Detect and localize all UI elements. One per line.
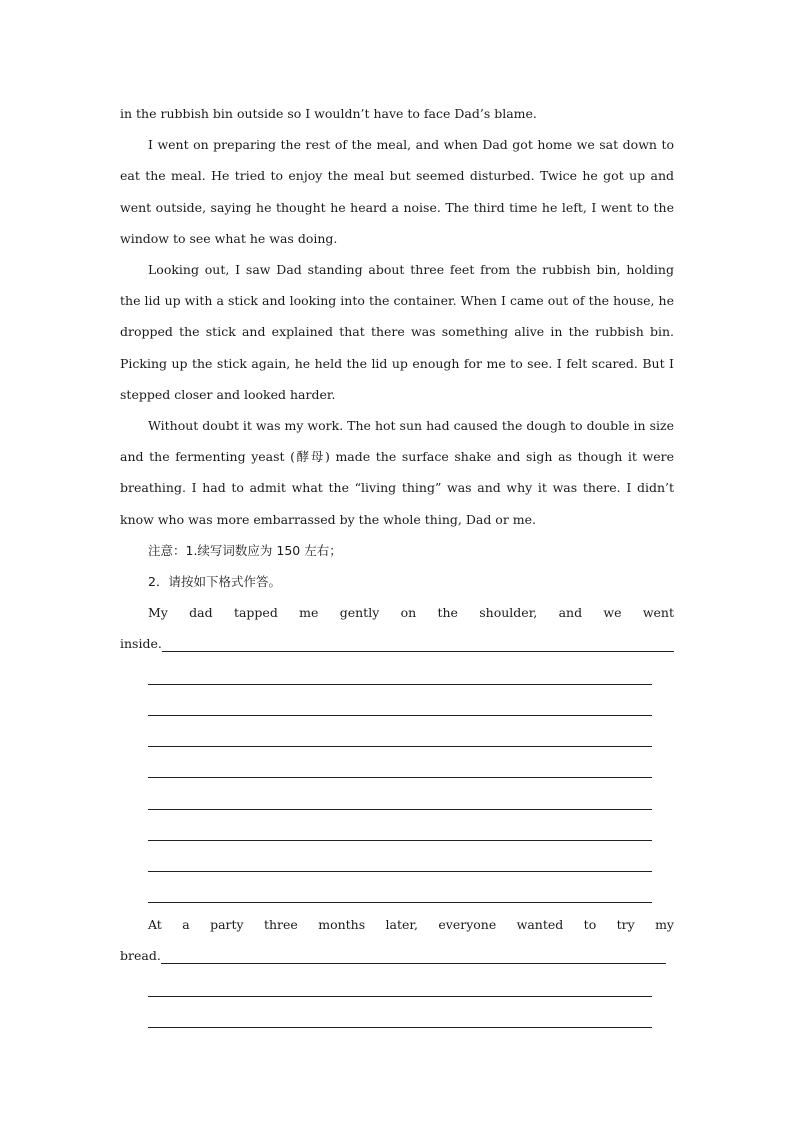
answer-line[interactable]	[162, 651, 674, 652]
answer-line-row[interactable]	[120, 784, 674, 815]
answer-line[interactable]	[148, 902, 652, 903]
prompt1-tail: inside.	[120, 636, 162, 652]
answer-line[interactable]	[148, 746, 652, 747]
answer-line[interactable]	[148, 777, 652, 778]
answer-line[interactable]	[148, 715, 652, 716]
answer-line-row[interactable]	[120, 847, 674, 878]
answer-line[interactable]	[161, 963, 666, 964]
answer-line-row[interactable]	[120, 691, 674, 722]
paragraph-opening: in the rubbish bin outside so I wouldn’t have to face Dad’s blame.	[120, 106, 537, 121]
paragraph-preparing-meal: I went on preparing the rest of the meal, and when Dad got home we sat down to eat the meal. He tried to enjoy the meal but seemed disturbed. Twice he got up and went outside, saying he thought he heard a noise. The third time he left, I went to the window to see what he was doing.	[120, 137, 674, 246]
prompt2-tail: bread.	[120, 948, 161, 964]
paragraph-looking-out: Looking out, I saw Dad standing about three feet from the rubbish bin, holding the lid up with a stick and looking into the container. When I came out of the house, he dropped the stick and explained that there was something alive in the rubbish bin. Picking up the stick again, he held the lid up enough for me to see. I felt scared. But I stepped closer and looked harder.	[120, 262, 674, 402]
answer-line-row[interactable]	[120, 753, 674, 784]
answer-line[interactable]	[148, 809, 652, 810]
answer-line[interactable]	[148, 840, 652, 841]
answer-line-row[interactable]	[120, 972, 674, 1003]
answer-line-row[interactable]	[120, 722, 674, 753]
answer-line[interactable]	[148, 996, 652, 997]
note-format: 2．请按如下格式作答。	[148, 574, 281, 590]
paragraph-without-doubt: Without doubt it was my work. The hot sun had caused the dough to double in size and the fermenting yeast (酵母) made the surface shake and sigh as though it were breathing. I had to admit what the “living thing” was and why it was there. I didn’t know who was more embarrassed by the whole thing, Dad or me.	[120, 418, 674, 527]
answer-line[interactable]	[148, 871, 652, 872]
answer-line[interactable]	[148, 1027, 652, 1028]
answer-line-row[interactable]	[120, 878, 674, 909]
text-column	[120, 98, 674, 1034]
prompt1-second-line	[120, 628, 674, 659]
answer-line-row[interactable]	[120, 660, 674, 691]
answer-line[interactable]	[148, 684, 652, 685]
answer-line-row[interactable]	[120, 1003, 674, 1034]
prompt2-second-line	[120, 940, 674, 971]
note-word-count: 注意：1.续写词数应为 150 左右；	[148, 542, 342, 558]
prompt1-first-line: My dad tapped me gently on the shoulder, and we went	[148, 605, 674, 621]
prompt2-first-line: At a party three months later, everyone wanted to try my	[148, 917, 674, 933]
answer-line-row[interactable]	[120, 816, 674, 847]
